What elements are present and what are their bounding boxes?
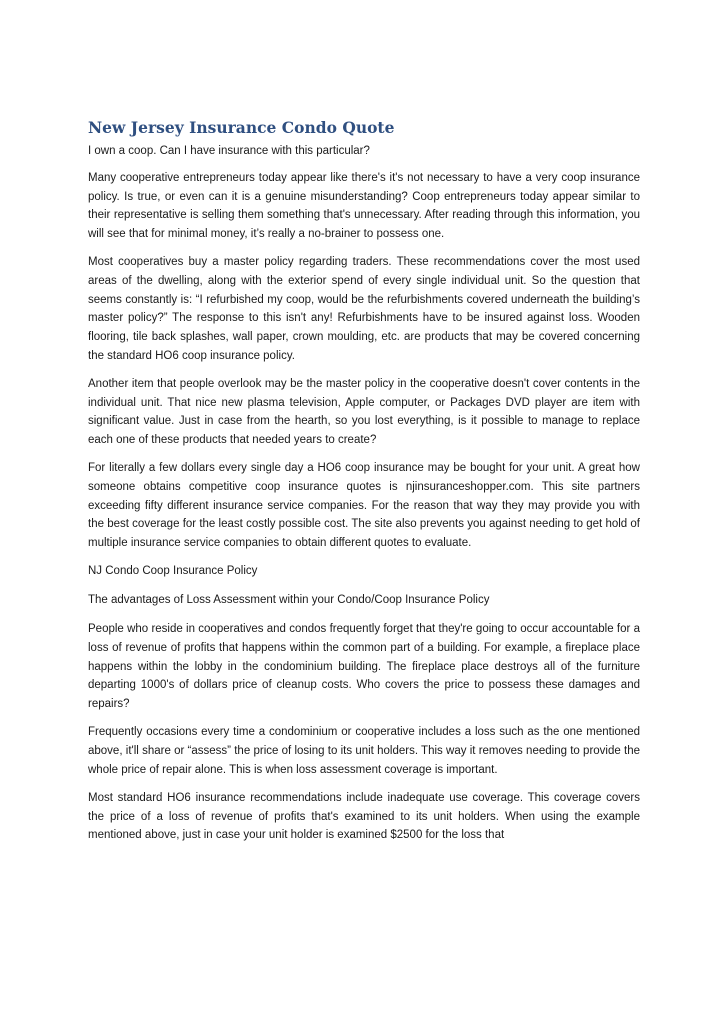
section-heading-policy: NJ Condo Coop Insurance Policy bbox=[88, 565, 258, 578]
section-heading-loss-assessment: The advantages of Loss Assessment within your Condo/Coop Insurance Policy bbox=[88, 594, 490, 607]
paragraph-master-policy: Most cooperatives buy a master policy regarding traders. These recommendations cover the most used areas of the dwelling, along with the exterior spend of every single individual unit. So the question that seems constantly is: “I refurbished my coop, would be the refurbishments covered underneath the building’s master policy?” The response to this isn't any! Refurbishments have to be insured against loss. Wooden flooring, tile back splashes, wall paper, crown moulding, etc. are products that may be covered concerning the standard HO6 coop insurance policy. bbox=[88, 256, 640, 362]
paragraph-assessment: Frequently occasions every time a condominium or cooperative includes a loss such as the one mentioned above, it'll share or “assess” the price of losing to its unit holders. This way it removes needing to provide the whole price of repair alone. This is when loss assessment coverage is important. bbox=[88, 726, 640, 776]
paragraph-intro: Many cooperative entrepreneurs today appear like there's it's not necessary to have a very coop insurance policy. Is true, or even can it is a genuine misunderstanding? Coop entrepreneurs today appear similar to their representative is selling them something that's unnecessary. After reading through this information, you will see that for minimal money, it’s really a no-brainer to possess one. bbox=[88, 172, 640, 241]
document-title: New Jersey Insurance Condo Quote bbox=[88, 118, 395, 137]
paragraph-ho6-coverage: Most standard HO6 insurance recommendations include inadequate use coverage. This coverage covers the price of a loss of revenue of profits that's examined to its unit holders. When using the example mentioned above, just in case your unit holder is examined $2500 for the loss that bbox=[88, 791, 640, 842]
paragraph-common-areas: People who reside in cooperatives and condos frequently forget that they're going to occur accountable for a loss of revenue of profits that happens within the common part of a building. For example, a fireplace place happens within the lobby in the condominium building. The fireplace place destroys all of the furniture departing 1000's of dollars price of cleanup costs. Who covers the price to possess these damages and repairs? bbox=[88, 623, 640, 711]
document-page bbox=[88, 118, 640, 855]
paragraph-contents: Another item that people overlook may be the master policy in the cooperative doesn't cover contents in the individual unit. That nice new plasma television, Apple computer, or Packages DVD player are item with significant value. Just in case from the hearth, so you lost everything, is it possible to manage to replace each one of these products that needed years to create? bbox=[88, 378, 640, 447]
paragraph-quotes: For literally a few dollars every single day a HO6 coop insurance may be bought for your unit. A great how someone obtains competitive coop insurance quotes is njinsuranceshopper.com. This site partners exceeding fifty different insurance service companies. For the reason that way they may provide you with the best coverage for the least costly possible cost. The site also prevents you against needing to get hold of multiple insurance service companies to obtain different quotes to evaluate. bbox=[88, 462, 640, 550]
document-subtitle: I own a coop. Can I have insurance with this particular? bbox=[88, 145, 370, 157]
